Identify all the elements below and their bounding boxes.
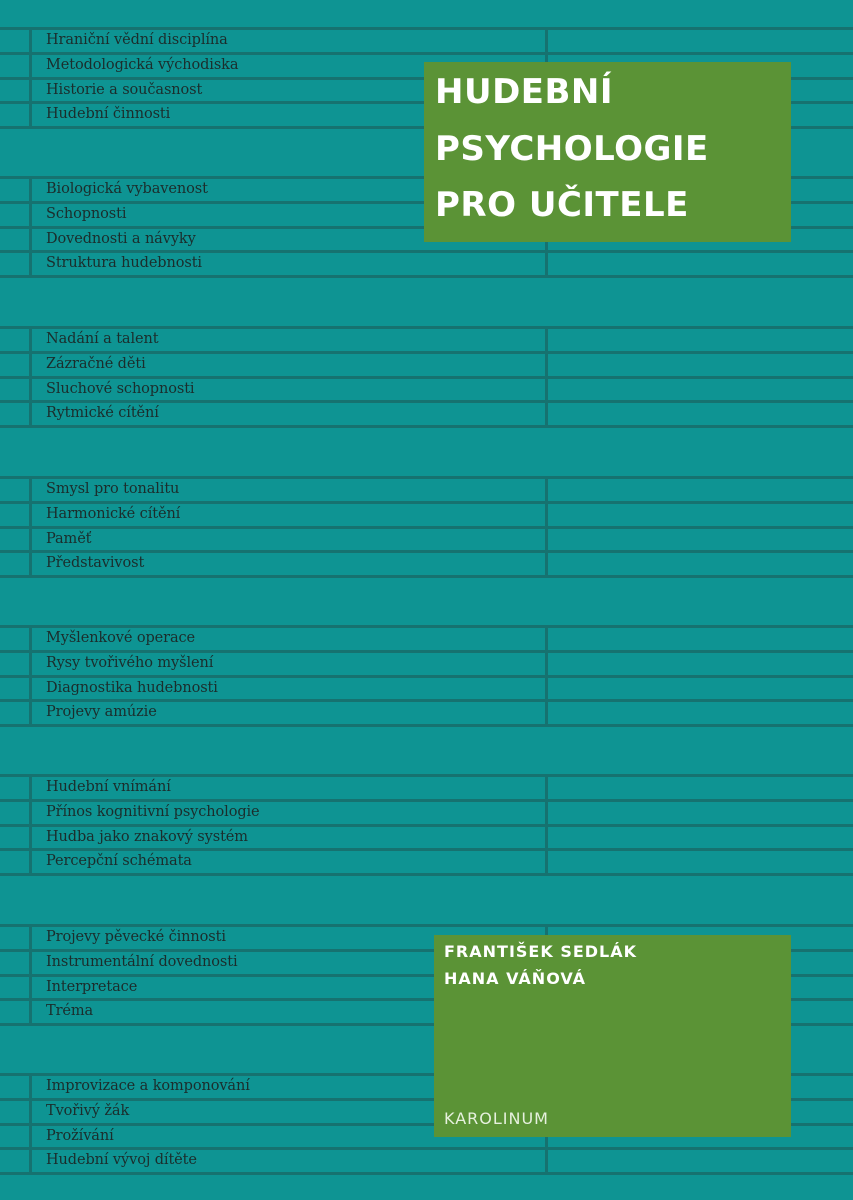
list-item: Smysl pro tonalitu xyxy=(46,481,180,497)
list-item: Tréma xyxy=(46,1003,94,1020)
list-item: Interpretace xyxy=(46,978,138,995)
list-item: Hudba jako znakový systém xyxy=(46,828,248,845)
column-divider xyxy=(29,176,32,277)
list-item: Hraniční vědní disciplína xyxy=(46,32,228,48)
list-item: Představivost xyxy=(46,555,145,572)
column-divider xyxy=(545,326,548,427)
column-divider xyxy=(29,774,32,875)
list-item: Nadání a talent xyxy=(46,331,159,347)
author-2: HANA VÁŇOVÁ xyxy=(444,969,587,988)
list-item: Projevy amúzie xyxy=(46,704,157,721)
title-line-3: PRO UČITELE xyxy=(435,185,689,225)
title-line-1: HUDEBNÍ xyxy=(435,72,614,112)
title-line-2: PSYCHOLOGIE xyxy=(435,129,709,169)
list-item: Schopnosti xyxy=(46,205,127,222)
list-item: Hudební vývoj dítěte xyxy=(46,1152,197,1169)
list-item: Harmonické cítění xyxy=(46,505,181,522)
list-item: Paměť xyxy=(46,530,92,547)
list-item: Percepční schémata xyxy=(46,853,192,870)
list-item: Zázračné děti xyxy=(46,355,146,372)
list-item: Myšlenkové operace xyxy=(46,630,196,646)
list-item: Historie a současnost xyxy=(46,81,203,98)
line-group xyxy=(0,774,853,875)
line-group xyxy=(0,476,853,577)
column-divider xyxy=(29,625,32,726)
list-item: Biologická vybavenost xyxy=(46,181,208,197)
list-item: Hudební vnímání xyxy=(46,779,171,795)
list-item: Hudební činnosti xyxy=(46,106,171,123)
list-item: Přínos kognitivní psychologie xyxy=(46,803,260,820)
list-item: Rytmické cítění xyxy=(46,405,159,422)
list-item: Diagnostika hudebnosti xyxy=(46,679,218,696)
list-item: Improvizace a komponování xyxy=(46,1078,250,1094)
column-divider xyxy=(545,625,548,726)
list-item: Rysy tvořivého myšlení xyxy=(46,654,214,671)
column-divider xyxy=(29,924,32,1025)
author-1: FRANTIŠEK SEDLÁK xyxy=(444,942,638,961)
author-box xyxy=(434,935,791,1137)
list-item: Sluchové schopnosti xyxy=(46,380,195,397)
publisher-name: KAROLINUM xyxy=(444,1109,549,1128)
column-divider xyxy=(545,476,548,577)
list-item: Dovednosti a návyky xyxy=(46,230,196,247)
line-group xyxy=(0,625,853,726)
column-divider xyxy=(29,27,32,128)
list-item: Tvořivý žák xyxy=(46,1102,130,1119)
list-item: Metodologická východiska xyxy=(46,56,239,73)
column-divider xyxy=(29,476,32,577)
list-item: Struktura hudebnosti xyxy=(46,255,202,272)
line-group xyxy=(0,326,853,427)
list-item: Projevy pěvecké činnosti xyxy=(46,929,226,945)
column-divider xyxy=(29,326,32,427)
column-divider xyxy=(29,1073,32,1174)
column-divider xyxy=(545,774,548,875)
list-item: Instrumentální dovednosti xyxy=(46,953,238,970)
title-box xyxy=(424,62,791,242)
list-item: Prožívání xyxy=(46,1127,114,1144)
